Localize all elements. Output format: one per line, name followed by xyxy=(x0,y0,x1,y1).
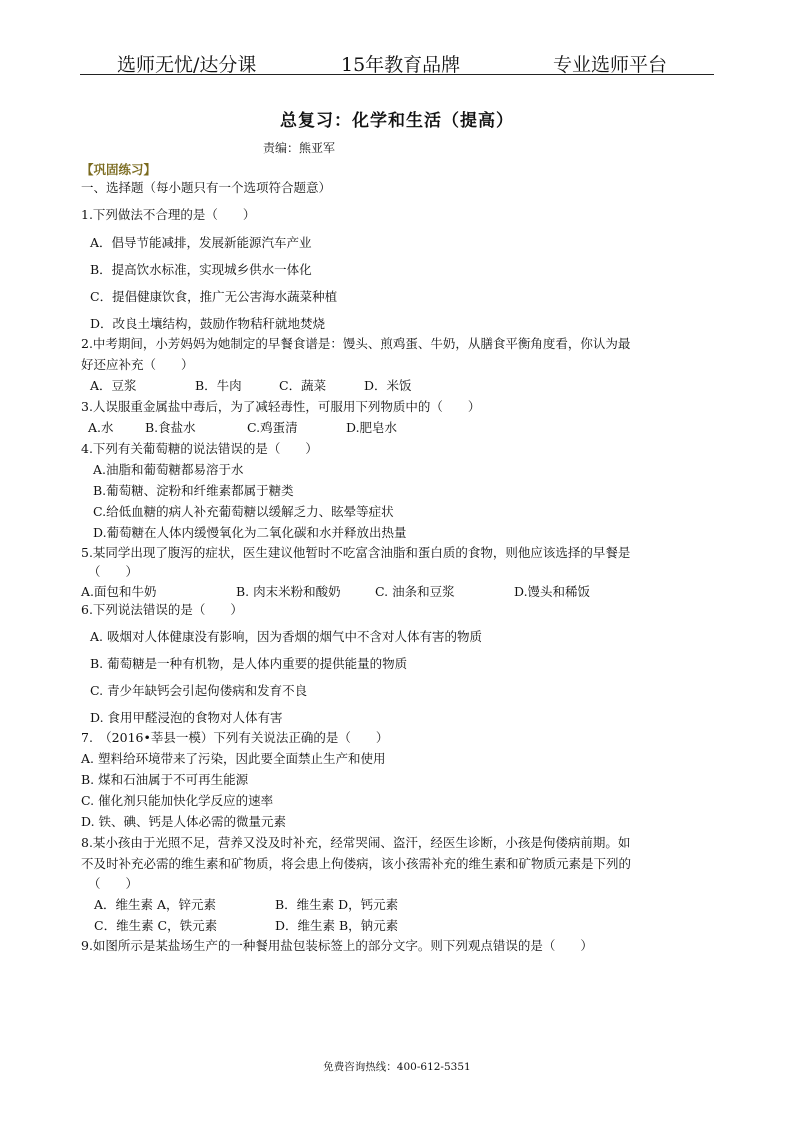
question-4-option-d: D.葡萄糖在人体内缓慢氧化为二氧化碳和水并释放出热量 xyxy=(93,525,407,540)
question-6-option-b: B. 葡萄糖是一种有机物，是人体内重要的提供能量的物质 xyxy=(90,656,408,671)
question-3-stem: 3.人误服重金属盐中毒后，为了减轻毒性，可服用下列物质中的（ ） xyxy=(81,399,481,414)
question-3-option-d: D.肥皂水 xyxy=(346,420,398,435)
question-8-option-a: A．维生素 A，锌元素 xyxy=(94,897,217,912)
question-4-option-c: C.给低血糖的病人补充葡萄糖以缓解乏力、眩晕等症状 xyxy=(93,504,394,519)
question-2-option-b: B．牛肉 xyxy=(195,378,242,393)
question-4-option-a: A.油脂和葡萄糖都易溶于水 xyxy=(93,462,244,477)
question-6-option-d: D. 食用甲醛浸泡的食物对人体有害 xyxy=(90,710,283,725)
question-5-option-b: B. 肉末米粉和酸奶 xyxy=(236,584,341,599)
question-4-stem: 4.下列有关葡萄糖的说法错误的是（ ） xyxy=(81,441,318,456)
question-2-stem-line2: 好还应补充（ ） xyxy=(81,357,194,372)
section-label: 【巩固练习】 xyxy=(81,162,157,177)
question-7-option-a: A. 塑料给环境带来了污染，因此要全面禁止生产和使用 xyxy=(81,751,386,766)
question-2-option-d: D．米饭 xyxy=(364,378,412,393)
question-7-option-b: B. 煤和石油属于不可再生能源 xyxy=(81,772,249,787)
question-8-stem-line1: 8.某小孩由于光照不足，营养又没及时补充，经常哭闹、盗汗，经医生诊断，小孩是佝偻病前期。如 xyxy=(81,835,631,850)
question-3-option-b: B.食盐水 xyxy=(145,420,196,435)
section-heading: 一、选择题（每小题只有一个选项符合题意） xyxy=(81,180,332,195)
question-5-option-c: C. 油条和豆浆 xyxy=(375,584,455,599)
question-6-option-a: A. 吸烟对人体健康没有影响，因为香烟的烟气中不含对人体有害的物质 xyxy=(90,629,482,644)
question-7-option-d: D. 铁、碘、钙是人体必需的微量元素 xyxy=(81,814,287,829)
question-9-stem: 9.如图所示是某盐场生产的一种餐用盐包装标签上的部分文字。则下列观点错误的是（ ） xyxy=(81,938,593,953)
question-6-stem: 6.下列说法错误的是（ ） xyxy=(81,602,243,617)
question-5-option-d: D.馒头和稀饭 xyxy=(514,584,591,599)
page-title: 总复习：化学和生活（提高） xyxy=(280,111,514,131)
header-center-text: 15年教育品牌 xyxy=(341,54,461,76)
question-5-stem-line2: （ ） xyxy=(88,564,139,579)
question-8-stem-line3: （ ） xyxy=(88,876,139,891)
question-2-option-a: A．豆浆 xyxy=(90,378,137,393)
page-header xyxy=(80,46,714,75)
question-4-option-b: B.葡萄糖、淀粉和纤维素都属于糖类 xyxy=(93,483,294,498)
question-1-stem: 1.下列做法不合理的是（ ） xyxy=(81,207,256,222)
question-1-option-d: D．改良土壤结构，鼓励作物秸秆就地焚烧 xyxy=(90,316,326,331)
header-right-text: 专业选师平台 xyxy=(553,54,668,76)
question-1-option-b: B．提高饮水标准，实现城乡供水一体化 xyxy=(90,262,312,277)
question-7-option-c: C. 催化剂只能加快化学反应的速率 xyxy=(81,793,274,808)
footer-hotline: 免费咨询热线：400-612-5351 xyxy=(323,1061,471,1073)
question-8-stem-line2: 不及时补充必需的维生素和矿物质，将会患上佝偻病，该小孩需补充的维生素和矿物质元素是下列的 xyxy=(81,856,632,871)
question-1-option-a: A．倡导节能减排，发展新能源汽车产业 xyxy=(90,235,312,250)
editor-credit: 责编：熊亚军 xyxy=(263,141,336,155)
question-6-option-c: C. 青少年缺钙会引起佝偻病和发育不良 xyxy=(90,683,308,698)
question-3-option-c: C.鸡蛋清 xyxy=(247,420,298,435)
question-8-option-d: D．维生素 B，钠元素 xyxy=(275,918,399,933)
question-3-option-a: A.水 xyxy=(88,420,114,435)
question-1-option-c: C．提倡健康饮食，推广无公害海水蔬菜种植 xyxy=(90,289,338,304)
question-5-stem-line1: 5.某同学出现了腹泻的症状，医生建议他暂时不吃富含油脂和蛋白质的食物，则他应该选择的早餐是 xyxy=(81,545,631,560)
question-5-option-a: A.面包和牛奶 xyxy=(81,584,157,599)
header-left-text: 选师无忧/达分课 xyxy=(117,54,257,76)
question-8-option-c: C．维生素 C，铁元素 xyxy=(94,918,218,933)
question-8-option-b: B．维生素 D，钙元素 xyxy=(275,897,399,912)
question-2-option-c: C．蔬菜 xyxy=(279,378,327,393)
question-2-stem-line1: 2.中考期间，小芳妈妈为她制定的早餐食谱是：馒头、煎鸡蛋、牛奶，从膳食平衡角度看，你认为最 xyxy=(81,336,631,351)
question-7-stem: 7. （2016•莘县一模）下列有关说法正确的是（ ） xyxy=(81,730,389,745)
